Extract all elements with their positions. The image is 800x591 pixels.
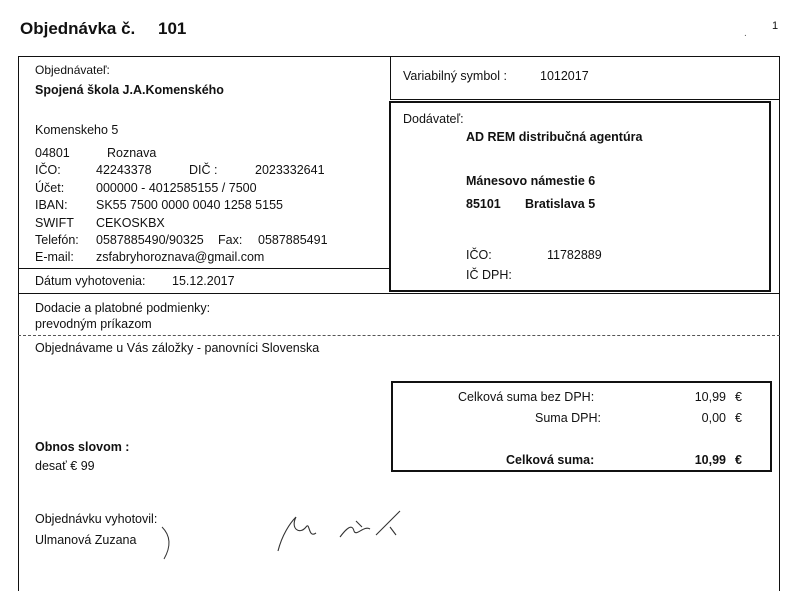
buyer-email: zsfabryhoroznava@gmail.com — [96, 250, 265, 264]
total-without-vat-label: Celková suma bez DPH: — [458, 390, 595, 404]
frame-left-line — [18, 56, 19, 591]
total-currency: € — [735, 453, 742, 467]
total-without-vat-currency: € — [735, 390, 742, 404]
total-label: Celková suma: — [506, 453, 595, 467]
buyer-iban: SK55 7500 0000 0040 1258 5155 — [96, 198, 283, 212]
buyer-name: Spojená škola J.A.Komenského — [35, 83, 224, 97]
buyer-date-label: Dátum vyhotovenia: — [35, 274, 146, 288]
supplier-city: Bratislava 5 — [525, 197, 596, 211]
order-number: 101 — [158, 19, 187, 38]
prepared-by-label: Objednávku vyhotovil: — [35, 512, 158, 526]
buyer-phone-label: Telefón: — [35, 233, 79, 247]
buyer-account-label: Účet: — [35, 181, 65, 195]
in-words-value: desať € 99 — [35, 459, 95, 473]
total-without-vat-value: 10,99 — [694, 390, 726, 404]
page-number: 1 — [772, 20, 779, 32]
variable-symbol-divider — [390, 56, 391, 100]
supplier-street: Mánesovo námestie 6 — [466, 174, 596, 188]
vat-label: Suma DPH: — [535, 411, 601, 425]
prepared-by-name: Ulmanová Zuzana — [35, 533, 137, 547]
buyer-iban-label: IBAN: — [35, 198, 68, 212]
terms-value: prevodným príkazom — [35, 317, 152, 331]
variable-symbol-bottom-line — [390, 99, 780, 100]
supplier-ico: 11782889 — [547, 248, 602, 262]
buyer-dic-label: DIČ : — [189, 163, 218, 177]
buyer-account: 000000 - 4012585155 / 7500 — [96, 181, 257, 195]
buyer-swift: CEKOSKBX — [96, 216, 165, 230]
buyer-fax-label: Fax: — [218, 233, 243, 247]
buyer-email-label: E-mail: — [35, 250, 74, 264]
buyer-zip: 04801 — [35, 146, 70, 160]
in-words-label: Obnos slovom : — [35, 440, 130, 454]
supplier-name: AD REM distribučná agentúra — [466, 130, 643, 144]
buyer-ico-label: IČO: — [35, 163, 61, 177]
signature-drawing — [150, 505, 430, 565]
page-title: Objednávka č. — [20, 19, 136, 38]
variable-symbol-label: Variabilný symbol : — [403, 69, 507, 83]
buyer-swift-label: SWIFT — [35, 216, 74, 230]
terms-divider — [18, 335, 780, 336]
terms-label: Dodacie a platobné podmienky: — [35, 301, 211, 315]
scan-dot: . — [744, 28, 747, 39]
variable-symbol-value: 1012017 — [540, 69, 589, 83]
order-text: Objednávame u Vás záložky - panovníci Slovenska — [35, 341, 320, 355]
buyer-date-divider — [18, 268, 390, 269]
buyer-city: Roznava — [107, 146, 157, 160]
frame-right-line — [779, 56, 780, 591]
buyer-phone: 0587885490/90325 — [96, 233, 204, 247]
buyer-street: Komenskeho 5 — [35, 123, 119, 137]
buyer-label: Objednávateľ: — [35, 63, 110, 77]
supplier-icdph-label: IČ DPH: — [466, 268, 512, 282]
vat-value: 0,00 — [701, 411, 726, 425]
frame-top-line — [18, 56, 780, 57]
buyer-dic: 2023332641 — [255, 163, 325, 177]
buyer-ico: 42243378 — [96, 163, 152, 177]
terms-top-line — [18, 293, 780, 294]
supplier-ico-label: IČO: — [466, 248, 492, 262]
buyer-fax: 0587885491 — [258, 233, 328, 247]
supplier-zip: 85101 — [466, 197, 501, 211]
buyer-date: 15.12.2017 — [172, 274, 235, 288]
vat-currency: € — [735, 411, 742, 425]
supplier-label: Dodávateľ: — [403, 112, 464, 126]
total-value: 10,99 — [694, 453, 726, 467]
